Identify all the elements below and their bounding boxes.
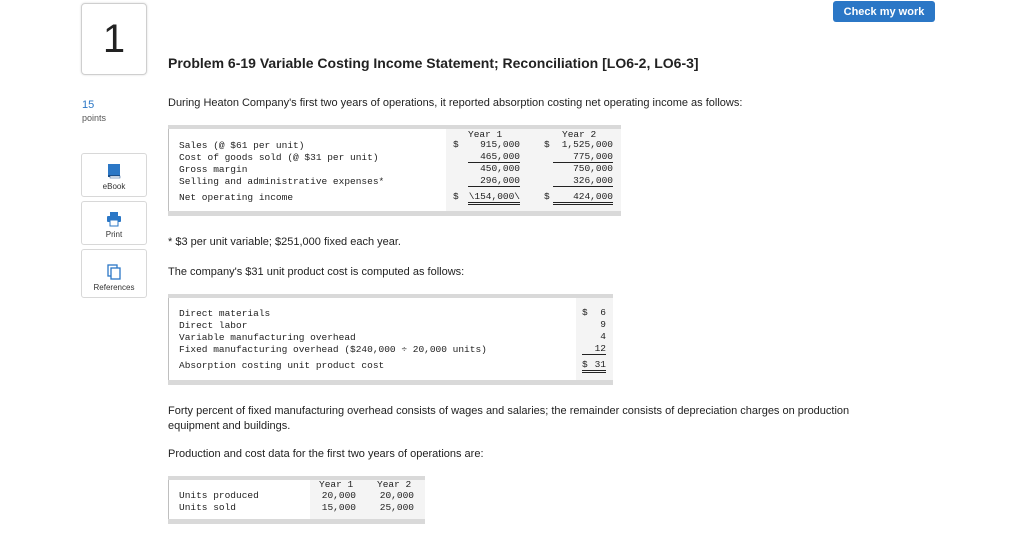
income-row-y1: 915,000 (480, 139, 520, 150)
income-statement-table (168, 125, 621, 217)
problem-title: Problem 6-19 Variable Costing Income Statement; Reconciliation [LO6-2, LO6-3] (168, 55, 699, 71)
ebook-tool-button[interactable] (81, 153, 147, 197)
production-row-y1: 20,000 (321, 490, 356, 501)
income-row-y2: 326,000 (553, 175, 613, 187)
points-label: points (82, 113, 107, 123)
ebook-label: eBook (102, 182, 126, 191)
production-row-y2: 20,000 (379, 490, 414, 501)
income-row-label: Gross margin (179, 164, 248, 175)
income-row-y2: 424,000 (553, 191, 613, 205)
unit-cost-row-value: 4 (600, 331, 606, 342)
unit-cost-row-value: 31 (582, 359, 606, 373)
production-header-year1: Year 1 (319, 479, 354, 490)
unit-cost-row-value: 9 (600, 319, 606, 330)
income-row-y2: 750,000 (573, 163, 613, 174)
income-header-year2: Year 2 (562, 129, 597, 140)
points-value: 15 (82, 99, 95, 111)
income-row-y1-symbol: $ (453, 191, 459, 202)
print-icon (106, 211, 122, 227)
income-row-y1: 450,000 (480, 163, 520, 174)
income-row-label: Cost of goods sold (@ $31 per unit) (179, 152, 379, 163)
print-tool-button[interactable] (81, 201, 147, 245)
references-label: References (93, 283, 135, 292)
ebook-icon (106, 163, 122, 179)
income-row-y2-symbol: $ (544, 191, 550, 202)
unit-cost-row-label: Variable manufacturing overhead (179, 332, 356, 343)
unit-cost-table (168, 294, 613, 386)
income-row-label: Sales (@ $61 per unit) (179, 140, 305, 151)
unit-cost-row-symbol: $ (582, 359, 588, 370)
unit-cost-row-label: Direct labor (179, 320, 248, 331)
unit-cost-row-label: Absorption costing unit product cost (179, 360, 385, 371)
question-number: 1 (81, 3, 147, 75)
income-row-label: Net operating income (179, 192, 294, 203)
income-row-y2: 775,000 (553, 151, 613, 163)
production-header-year2: Year 2 (377, 479, 412, 490)
production-row-y1: 15,000 (321, 502, 356, 513)
print-label: Print (105, 230, 123, 239)
income-row-y1-symbol: $ (453, 139, 459, 150)
production-row-y2: 25,000 (379, 502, 414, 513)
unit-cost-row-value: 12 (582, 343, 606, 355)
intro-text: During Heaton Company's first two years of operations, it reported absorption costing net operating income as follows: (168, 97, 743, 109)
production-table (168, 476, 425, 524)
unit-cost-row-label: Direct materials (179, 308, 271, 319)
income-header-year1: Year 1 (468, 129, 503, 140)
unit-cost-row-label: Fixed manufacturing overhead ($240,000 ÷ 20,000 units) (179, 344, 487, 355)
references-tool-button[interactable] (81, 249, 147, 298)
production-row-label: Units produced (179, 490, 259, 501)
references-icon (106, 264, 122, 280)
unit-cost-row-symbol: $ (582, 307, 588, 318)
footnote: * $3 per unit variable; $251,000 fixed each year. (168, 236, 401, 248)
income-row-y1: 296,000 (468, 175, 520, 187)
unit-cost-intro: The company's $31 unit product cost is computed as follows: (168, 266, 465, 278)
income-row-y2-symbol: $ (544, 139, 550, 150)
check-my-work-button[interactable]: Check my work (833, 1, 935, 22)
income-row-label: Selling and administrative expenses* (179, 176, 385, 187)
production-intro: Production and cost data for the first two years of operations are: (168, 448, 484, 460)
income-row-y1: 465,000 (468, 151, 520, 163)
unit-cost-row-value: 6 (600, 307, 606, 318)
overhead-text: Forty percent of fixed manufacturing overhead consists of wages and salaries; the remainder consists of depreciation charges on production equipment and buildings. (168, 405, 850, 432)
income-row-y1: \154,000\ (468, 191, 520, 205)
income-row-y2: 1,525,000 (561, 139, 613, 150)
production-row-label: Units sold (179, 502, 237, 513)
